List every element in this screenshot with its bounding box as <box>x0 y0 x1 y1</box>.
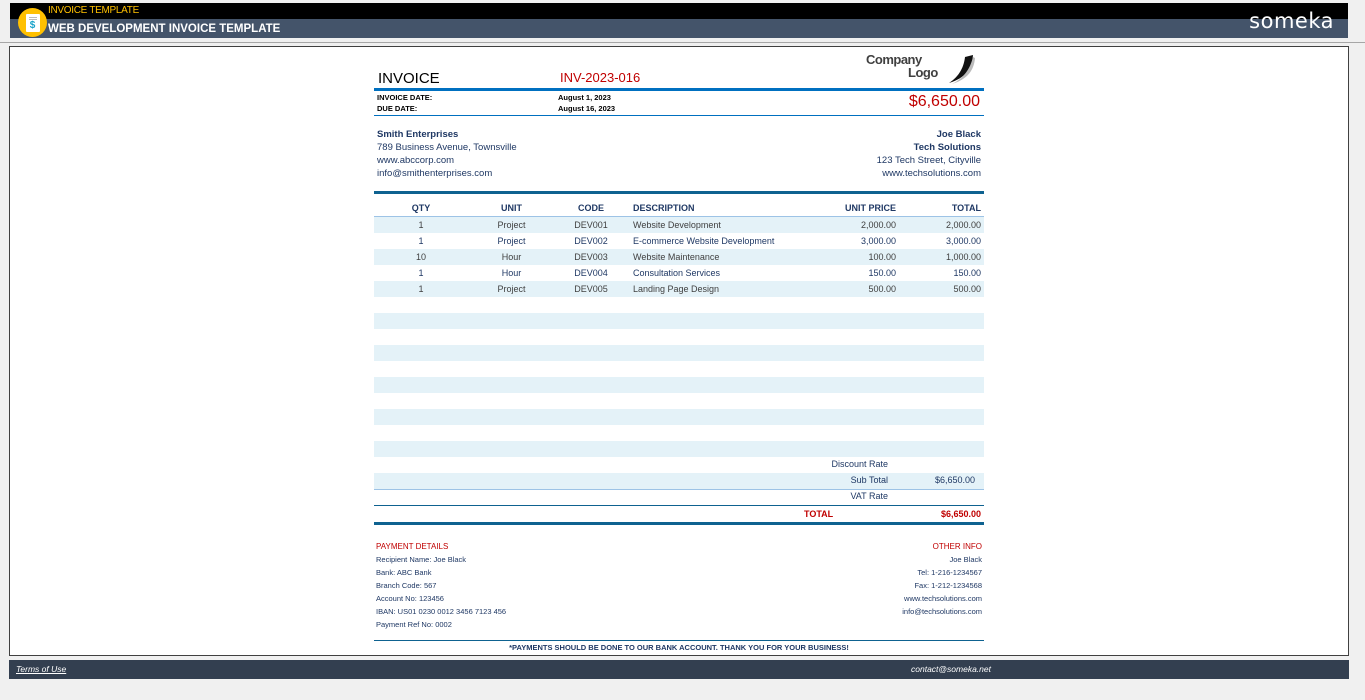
subtotal-value: $6,650.00 <box>934 475 975 485</box>
cell-unit[interactable]: Hour <box>501 252 522 262</box>
recipient-address[interactable]: 123 Tech Street, Cityville <box>876 155 981 166</box>
header-subtitle: INVOICE TEMPLATE <box>48 5 139 16</box>
invoice-date-value[interactable]: August 1, 2023 <box>558 93 611 102</box>
cell-total: 3,000.00 <box>945 236 981 246</box>
column-header-description: DESCRIPTION <box>633 203 695 213</box>
due-date-label: DUE DATE: <box>377 104 418 113</box>
logo-text-line1: Company <box>866 52 922 67</box>
payment-details <box>376 540 506 631</box>
empty-table-row[interactable] <box>374 329 984 345</box>
table-row[interactable] <box>374 281 984 297</box>
cell-unit-price[interactable]: 3,000.00 <box>860 236 896 246</box>
due-date-value[interactable]: August 16, 2023 <box>558 104 616 113</box>
cell-total: 150.00 <box>953 268 981 278</box>
cell-qty[interactable]: 1 <box>418 268 424 278</box>
invoice-heading: INVOICE <box>378 70 440 87</box>
other-info-tel[interactable]: Tel: 1-216-1234567 <box>917 568 982 577</box>
empty-table-row[interactable] <box>374 313 984 329</box>
title-divider <box>374 88 984 91</box>
other-info-website[interactable]: www.techsolutions.com <box>904 594 982 603</box>
empty-table-row[interactable] <box>374 457 984 473</box>
header-title: WEB DEVELOPMENT INVOICE TEMPLATE <box>48 23 281 35</box>
invoice-date-label: INVOICE DATE: <box>377 93 433 102</box>
contact-email-link[interactable]: contact@someka.net <box>911 664 991 674</box>
app-footer <box>9 660 1349 679</box>
cell-total: 1,000.00 <box>945 252 981 262</box>
cell-code[interactable]: DEV001 <box>574 220 608 230</box>
invoice-number[interactable]: INV-2023-016 <box>560 70 641 85</box>
empty-table-row[interactable] <box>374 473 984 489</box>
table-bottom-border <box>374 489 984 490</box>
cell-description[interactable]: Website Development <box>633 220 721 230</box>
cell-total: 2,000.00 <box>945 220 981 230</box>
recipient-company[interactable]: Tech Solutions <box>913 142 981 153</box>
payment-iban[interactable]: IBAN: US01 0230 0012 3456 7123 456 <box>376 607 507 616</box>
cell-unit-price[interactable]: 500.00 <box>868 284 896 294</box>
table-row[interactable] <box>374 217 984 233</box>
other-info-name[interactable]: Joe Black <box>949 555 982 564</box>
grand-total-value: $6,650.00 <box>940 509 981 519</box>
sender-info <box>377 128 517 180</box>
app-header <box>10 3 1348 38</box>
column-header-code: CODE <box>577 203 604 213</box>
sender-name[interactable]: Smith Enterprises <box>377 129 459 140</box>
cell-code[interactable]: DEV002 <box>574 236 608 246</box>
line-items-table <box>374 200 984 490</box>
table-header-row <box>374 200 984 217</box>
sender-address[interactable]: 789 Business Avenue, Townsville <box>377 142 517 153</box>
column-header-unit-price: UNIT PRICE <box>844 203 896 213</box>
cell-code[interactable]: DEV003 <box>574 252 608 262</box>
payment-bank[interactable]: Bank: ABC Bank <box>376 568 432 577</box>
cell-qty[interactable]: 10 <box>415 252 426 262</box>
cell-qty[interactable]: 1 <box>418 220 424 230</box>
empty-table-row[interactable] <box>374 377 984 393</box>
note-divider <box>374 640 984 641</box>
other-info-email[interactable]: info@techsolutions.com <box>902 607 982 616</box>
empty-table-row[interactable] <box>374 409 984 425</box>
empty-table-row[interactable] <box>374 297 984 313</box>
column-header-qty: QTY <box>411 203 431 213</box>
column-header-total: TOTAL <box>951 203 981 213</box>
address-divider <box>374 191 984 194</box>
cell-description[interactable]: E-commerce Website Development <box>633 236 775 246</box>
grand-total-divider <box>374 522 984 525</box>
column-header-unit: UNIT <box>501 203 522 213</box>
empty-table-row[interactable] <box>374 393 984 409</box>
header-top-strip <box>10 3 1348 19</box>
dates-divider <box>374 115 984 116</box>
payment-recipient[interactable]: Recipient Name: Joe Black <box>376 555 467 564</box>
table-row[interactable] <box>374 265 984 281</box>
recipient-contact[interactable]: Joe Black <box>936 129 981 140</box>
empty-table-row[interactable] <box>374 345 984 361</box>
sender-website[interactable]: www.abccorp.com <box>377 155 455 166</box>
recipient-info <box>877 128 981 180</box>
payment-note: *PAYMENTS SHOULD BE DONE TO OUR BANK ACCOUNT. THANK YOU FOR YOUR BUSINESS! <box>509 643 849 652</box>
cell-unit[interactable]: Project <box>497 220 526 230</box>
subtotal-label: Sub Total <box>850 475 888 485</box>
company-logo[interactable] <box>866 50 978 86</box>
amount-due: $6,650.00 <box>908 93 980 110</box>
payment-ref[interactable]: Payment Ref No: 0002 <box>376 620 452 629</box>
other-info <box>902 540 982 618</box>
someka-logo[interactable]: someka <box>1249 9 1334 33</box>
totals-divider <box>374 505 984 506</box>
empty-table-row[interactable] <box>374 425 984 441</box>
invoice-dollar-icon: $ <box>18 8 47 37</box>
cell-qty[interactable]: 1 <box>418 284 424 294</box>
logo-swoosh-icon <box>946 54 976 84</box>
empty-table-row[interactable] <box>374 441 984 457</box>
payment-account[interactable]: Account No: 123456 <box>376 594 444 603</box>
table-row[interactable] <box>374 233 984 249</box>
table-row[interactable] <box>374 249 984 265</box>
sender-email[interactable]: info@smithenterprises.com <box>377 168 493 179</box>
cell-unit[interactable]: Project <box>497 284 526 294</box>
header-divider <box>0 42 1365 43</box>
grand-total-label: TOTAL <box>804 509 834 519</box>
cell-description[interactable]: Website Maintenance <box>633 252 720 262</box>
payment-branch[interactable]: Branch Code: 567 <box>376 581 437 590</box>
empty-table-row[interactable] <box>374 361 984 377</box>
cell-code[interactable]: DEV005 <box>574 284 608 294</box>
cell-unit-price[interactable]: 100.00 <box>868 252 896 262</box>
cell-unit[interactable]: Project <box>497 236 526 246</box>
cell-total: 500.00 <box>953 284 981 294</box>
terms-of-use-link[interactable]: Terms of Use <box>16 664 67 674</box>
cell-unit-price[interactable]: 150.00 <box>868 268 896 278</box>
payment-details-heading: PAYMENT DETAILS <box>376 542 449 551</box>
cell-description[interactable]: Landing Page Design <box>633 284 720 294</box>
other-info-fax[interactable]: Fax: 1-212-1234568 <box>914 581 982 590</box>
vat-rate-label: VAT Rate <box>850 491 888 501</box>
cell-qty[interactable]: 1 <box>418 236 424 246</box>
recipient-website[interactable]: www.techsolutions.com <box>882 168 981 179</box>
discount-rate-label: Discount Rate <box>831 459 888 469</box>
other-info-heading: OTHER INFO <box>932 542 982 551</box>
cell-code[interactable]: DEV004 <box>574 268 608 278</box>
logo-text-line2: Logo <box>908 65 938 80</box>
cell-description[interactable]: Consultation Services <box>633 268 721 278</box>
cell-unit[interactable]: Hour <box>501 268 522 278</box>
cell-unit-price[interactable]: 2,000.00 <box>860 220 896 230</box>
